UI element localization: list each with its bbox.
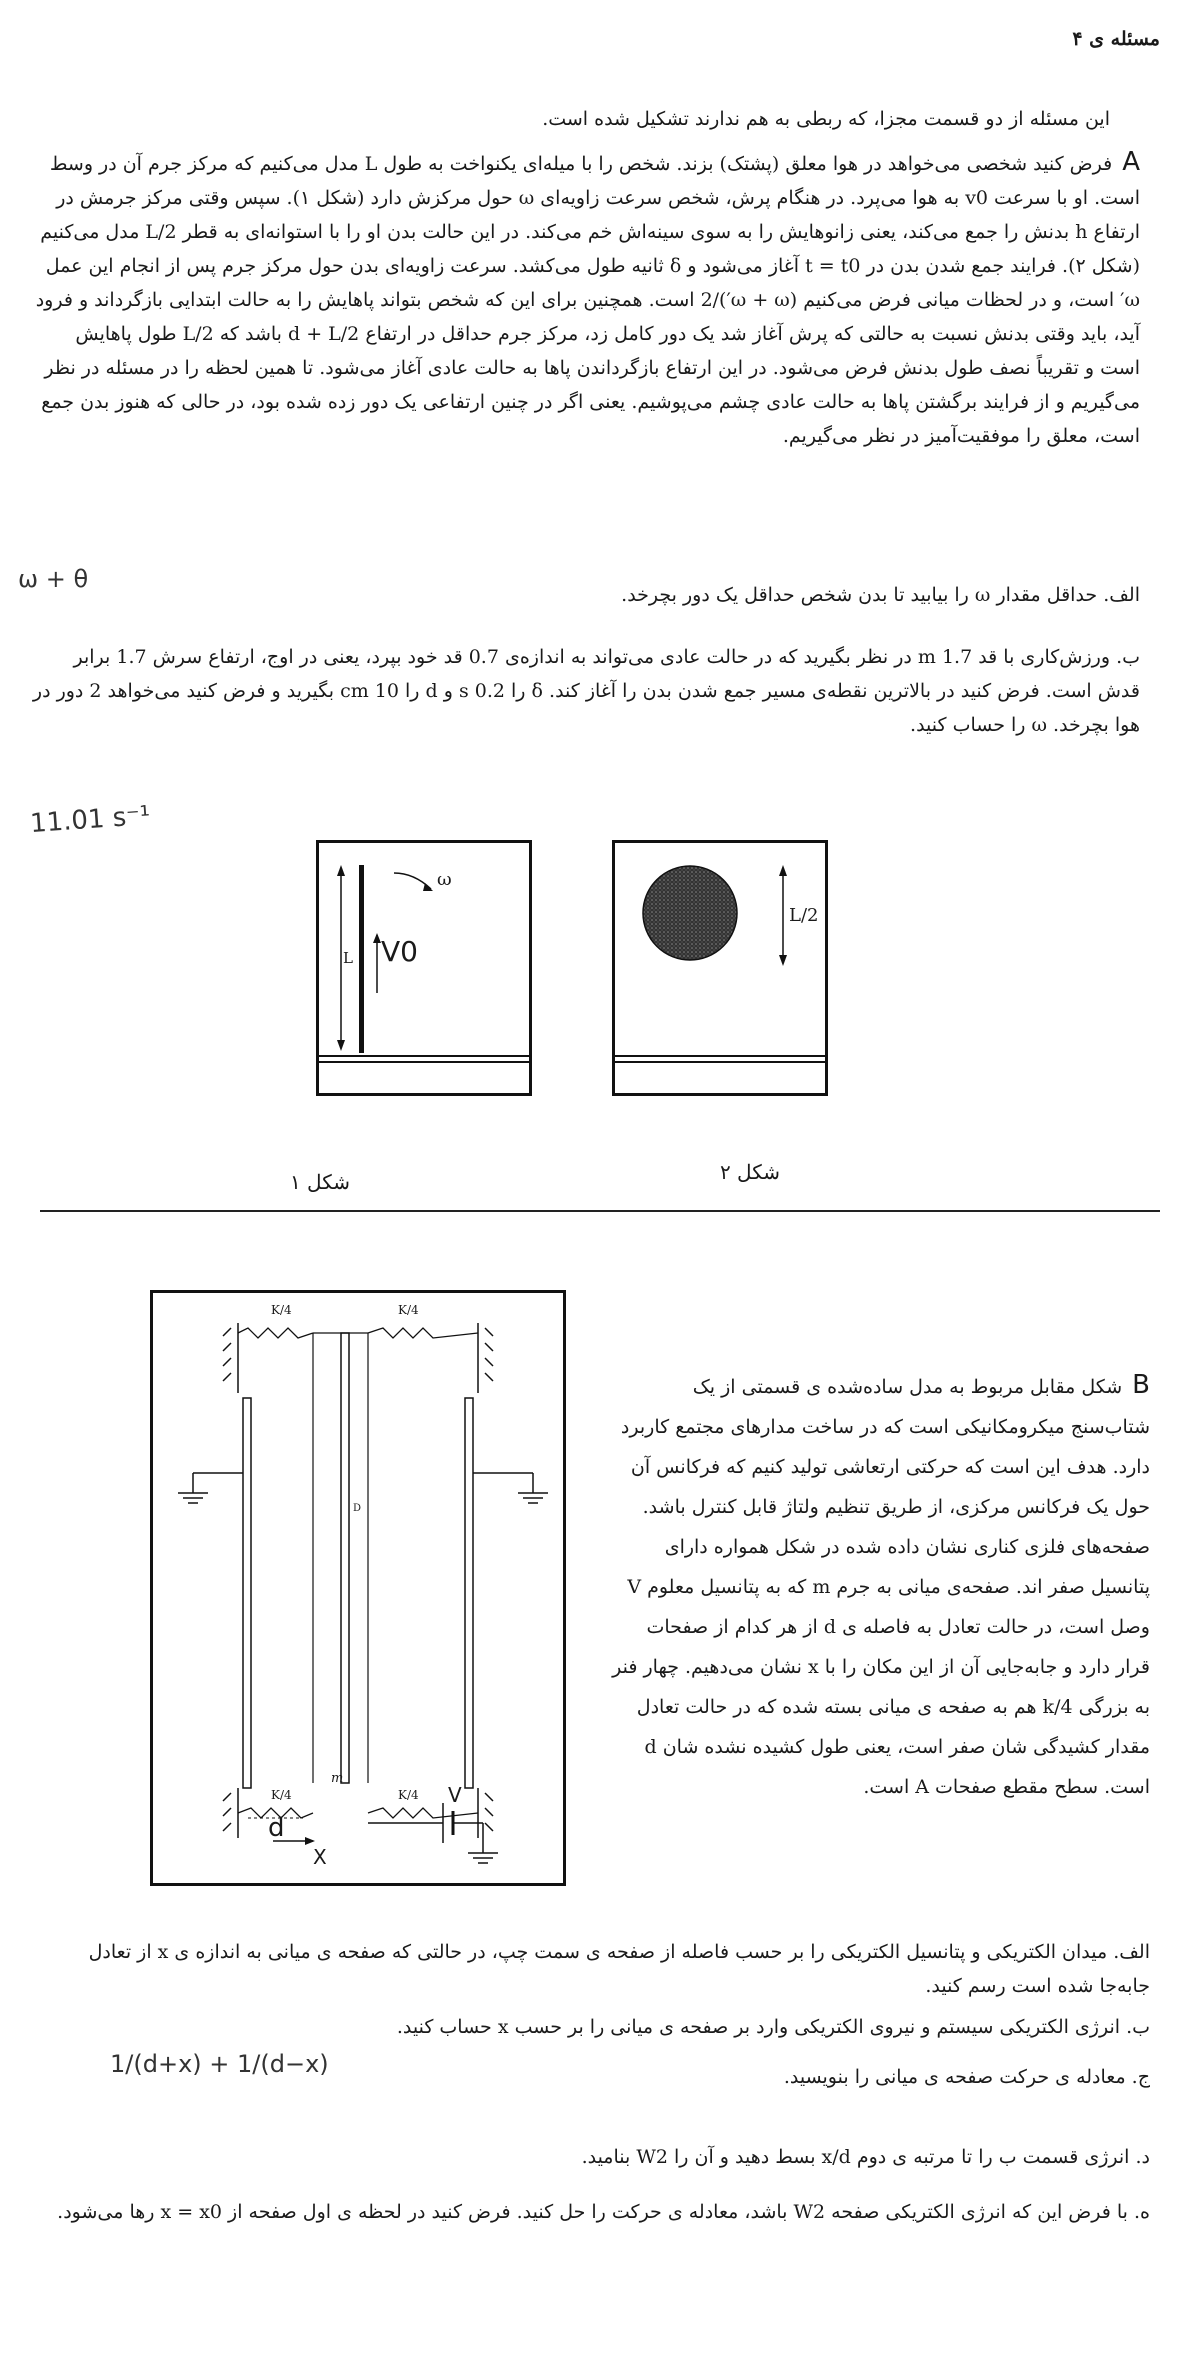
figure-b-frame xyxy=(150,1290,566,1886)
handwritten-answer: 11.01 s⁻¹ xyxy=(29,800,152,840)
bottom-wall-left xyxy=(223,1788,238,1838)
label-spring-bl: K/4 xyxy=(271,1788,292,1802)
part-b-text: شکل مقابل مربوط به مدل ساده‌شده ی قسمتی از یک شتاب‌سنج میکرومکانیکی است که در ساخت مدارهای مجتمع کاربرد دارد. هدف این است که حرکتی ارتعاشی تولید کنیم که فرکانس آن حول یک فرکانس مرکزی، از طریق تنظیم ولتاژ قابل کنترل باشد. صفحه‌های فلزی کناری نشان داده شده در شکل همواره دارای پتانسیل صفر اند. صفحه‌ی میانی به جرم m که به پتانسیل معلوم V وصل است، در حالت تعادل به فاصله ی d از هر کدام از صفحات قرار دارد و جابه‌جایی آن از این مکان را با x نشان می‌دهیم. چهار فنر به بزرگی k/4 هم به صفحه ی میانی بسته شده که در حالت تعادل مقدار کشیدگی شان صفر است، یعنی طول کشیده نشده شان d است. سطح مقطع صفحات A است. xyxy=(612,1376,1150,1798)
part-b-question-2: ب. انرژی الکتریکی سیستم و نیروی الکتریکی وارد بر صفحه ی میانی را بر حسب x حساب کنید. xyxy=(396,2016,1150,2038)
spring-top-left xyxy=(238,1328,313,1338)
part-b-question-4: د. انرژی قسمت ب را تا مرتبه ی دوم x/d بسط دهید و آن را W2 بنامید. xyxy=(581,2146,1150,2168)
label-L-half: L/2 xyxy=(789,905,819,926)
handwritten-margin-note: ω + θ xyxy=(18,565,89,593)
page-title: مسئله ی ۴ xyxy=(1072,28,1160,50)
right-plate xyxy=(465,1398,473,1788)
bottom-wall-right xyxy=(478,1788,493,1838)
part-a-text: فرض کنید شخصی می‌خواهد در هوا معلق (پشتک) بزند. شخص را با میله‌ای یکنواخت به طول L مدل می‌کنیم که مرکز جرم آن در وسط است. او با سرعت v0 به هوا می‌پرد. در هنگام پرش، شخص سرعت زاویه‌ای ω حول مرکزش دارد (شکل ۱). سپس وقتی مرکز جرمش در ارتفاع h بدنش را جمع می‌کند، یعنی زانوهایش را به سوی سینه‌اش خم می‌کند. در این حالت بدن او را با استوانه‌ای به قطر L/2 مدل می‌کنیم (شکل ۲). فرایند جمع شدن بدن در t = t0 آغاز می‌شود و δ ثانیه طول می‌کشد. سرعت زاویه‌ای بدن حول مرکز جرم پس از انجام این عمل ω′ است، و در لحظات میانی فرض می‌کنیم (ω + ω′)/2 است. همچنین برای این که شخص بتواند پاهایش را به حالت ابتدایی بازگرداند و فرود آید، باید وقتی بدنش نسبت به حالتی که پرش آغاز شد یک دور کامل زد، مرکز جرم حداقل در ارتفاع d + L/2 باشد که L/2 طول پاهایش است و تقریباً نصف طول بدنش فرض می‌شود. در این ارتفاع بازگرداندن پاها به حالت عادی آغاز می‌شود. تا همین لحظه را در مسئله در نظر می‌گیریم و از فرایند برگشتن پاها به حالت عادی چشم می‌پوشیم. یعنی اگر در چنین ارتفاعی یک دور زده شده بود، در حالی که هنوز بدن جمع است، معلق را موفقیت‌آمیز در نظر می‌گیریم. xyxy=(35,153,1140,447)
figure-b-diagram xyxy=(153,1293,563,1883)
section-divider xyxy=(40,1210,1160,1212)
figure-2-frame xyxy=(612,840,828,1096)
cylinder-body xyxy=(643,866,737,960)
part-b-paragraph xyxy=(610,1365,1150,1807)
part-a-paragraph xyxy=(30,145,1140,453)
label-V: V xyxy=(448,1783,462,1807)
part-a-question-2: ب. ورزش‌کاری با قد 1.7 m در نظر بگیرید که در حالت عادی می‌تواند به اندازه‌ی 0.7 قد خود بپرد، یعنی در اوج، ارتفاع سرش 1.7 برابر قدش است. فرض کنید در بالاترین نقطه‌ی مسیر جمع شدن بدن را آغاز کند. δ را 0.2 s و d را 10 cm بگیرید و فرض کنید می‌خواهد 2 دور در هوا بچرخد. ω را حساب کنید. xyxy=(32,646,1140,736)
left-plate xyxy=(243,1398,251,1788)
top-wall-left xyxy=(223,1323,238,1393)
middle-plate xyxy=(341,1333,349,1783)
label-V0: V0 xyxy=(381,935,418,968)
rod-body xyxy=(359,865,364,1053)
formula-left: 1/(d+x) xyxy=(110,2050,202,2078)
part-b-question-3: ج. معادله ی حرکت صفحه ی میانی را بنویسید. xyxy=(783,2066,1150,2088)
figure-2-diagram xyxy=(615,843,825,1093)
figure-2-caption: شکل ۲ xyxy=(719,1160,780,1184)
label-spring-tr: K/4 xyxy=(398,1303,419,1317)
spring-bottom-right xyxy=(368,1808,478,1818)
handwritten-formula: 1/(d+x) + 1/(d−x) xyxy=(110,2050,329,2078)
figure-1-diagram xyxy=(319,843,529,1093)
label-x: X xyxy=(313,1845,327,1869)
label-D: D xyxy=(353,1503,362,1514)
label-omega: ω xyxy=(437,869,452,890)
figure-1-frame xyxy=(316,840,532,1096)
label-mass: m xyxy=(331,1771,344,1786)
part-b-letter: B xyxy=(1132,1370,1150,1400)
part-a-question-1: الف. حداقل مقدار ω را بیابید تا بدن شخص حداقل یک دور بچرخد. xyxy=(621,584,1140,606)
formula-right: 1/(d−x) xyxy=(237,2050,329,2078)
ground-left xyxy=(178,1473,243,1503)
top-wall-right xyxy=(478,1323,493,1393)
label-d: d xyxy=(268,1813,285,1843)
spring-top-right xyxy=(368,1328,478,1338)
label-spring-br: K/4 xyxy=(398,1788,419,1802)
label-L: L xyxy=(343,949,353,967)
part-b-question-1: الف. میدان الکتریکی و پتانسیل الکتریکی را بر حسب فاصله از صفحه ی سمت چپ، در حالتی که صفحه ی میانی به اندازه ی x از تعادل جابه‌جا شده است رسم کنید. xyxy=(88,1941,1150,1997)
part-a-letter: A xyxy=(1122,147,1140,177)
intro-text: این مسئله از دو قسمت مجزا، که ربطی به هم ندارند تشکیل شده است. xyxy=(542,108,1110,130)
label-spring-tl: K/4 xyxy=(271,1303,292,1317)
figure-1-caption: شکل ۱ xyxy=(289,1170,350,1194)
ground-right xyxy=(473,1473,548,1503)
part-b-question-5: ه. با فرض این که انرژی الکتریکی صفحه W2 باشد، معادله ی حرکت را حل کنید. فرض کنید در لحظه ی اول صفحه از x = x0 رها می‌شود. xyxy=(57,2201,1150,2223)
